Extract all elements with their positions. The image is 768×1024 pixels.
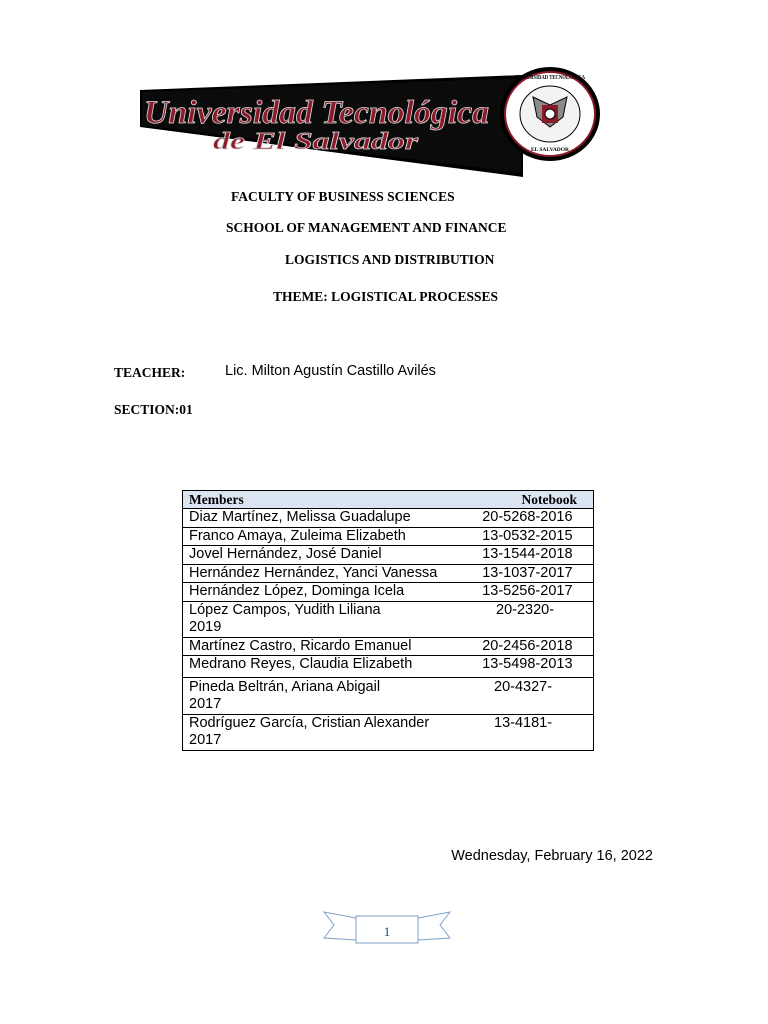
member-notebook: 13-5256-2017 xyxy=(482,583,593,602)
member-name: Franco Amaya, Zuleima Elizabeth xyxy=(183,527,483,546)
section-label: SECTION:01 xyxy=(114,402,193,417)
member-notebook: 13-4181- xyxy=(494,714,553,731)
faculty-heading: FACULTY OF BUSINESS SCIENCES xyxy=(231,189,455,204)
table-row xyxy=(183,583,594,602)
member-notebook-year: 2017 xyxy=(189,732,222,748)
members-table xyxy=(182,490,594,751)
member-entry-wrapped xyxy=(183,714,594,750)
member-notebook: 13-0532-2015 xyxy=(482,527,593,546)
university-seal xyxy=(500,67,612,161)
member-entry-wrapped xyxy=(183,677,594,714)
member-notebook: 20-2320- xyxy=(496,601,555,618)
member-notebook: 20-4327- xyxy=(494,678,553,695)
member-name: Rodríguez García, Cristian Alexander xyxy=(189,714,430,731)
member-notebook: 13-5498-2013 xyxy=(482,656,593,678)
seal-text-bottom: EL SALVADOR xyxy=(530,147,570,153)
page-number: 1 xyxy=(383,924,391,939)
teacher-name: Lic. Milton Agustín Castillo Avilés xyxy=(225,363,436,379)
member-notebook: 13-1037-2017 xyxy=(482,564,593,583)
member-notebook: 13-1544-2018 xyxy=(482,546,593,565)
member-notebook: 20-2456-2018 xyxy=(482,637,593,656)
member-notebook-year: 2017 xyxy=(189,696,222,712)
seal-text-top: UNIVERSIDAD TECNOLÓGICA xyxy=(515,74,612,81)
table-row xyxy=(183,527,594,546)
table-row xyxy=(183,677,594,714)
university-logo xyxy=(138,65,612,195)
member-name: Diaz Martínez, Melissa Guadalupe xyxy=(183,509,483,528)
notebook-column-header: Notebook xyxy=(482,491,593,509)
member-name: Martínez Castro, Ricardo Emanuel xyxy=(183,637,483,656)
teacher-label: TEACHER: xyxy=(114,365,186,380)
table-row xyxy=(183,637,594,656)
logo-text-line1: Universidad Tecnológica xyxy=(144,95,489,131)
table-row xyxy=(183,714,594,750)
course-heading: LOGISTICS AND DISTRIBUTION xyxy=(285,252,495,267)
logo-text-line2: de El Salvador xyxy=(213,129,419,155)
table-row xyxy=(183,564,594,583)
table-row xyxy=(183,656,594,678)
member-entry-wrapped xyxy=(183,601,594,637)
members-column-header: Members xyxy=(183,491,483,509)
member-name: Hernández Hernández, Yanci Vanessa xyxy=(183,564,483,583)
theme-heading: THEME: LOGISTICAL PROCESSES xyxy=(273,289,499,304)
page-number-ribbon xyxy=(322,908,452,948)
member-notebook: 20-5268-2016 xyxy=(482,509,593,528)
member-name: Pineda Beltrán, Ariana Abigail xyxy=(189,678,381,695)
table-header-row xyxy=(183,491,594,509)
table-row xyxy=(183,601,594,637)
table-row xyxy=(183,509,594,528)
table-row xyxy=(183,546,594,565)
member-name: Hernández López, Dominga Icela xyxy=(183,583,483,602)
member-notebook-year: 2019 xyxy=(189,619,222,635)
member-name: López Campos, Yudith Liliana xyxy=(189,601,381,618)
school-heading: SCHOOL OF MANAGEMENT AND FINANCE xyxy=(226,220,507,235)
member-name: Medrano Reyes, Claudia Elizabeth xyxy=(183,656,483,678)
document-date: Wednesday, February 16, 2022 xyxy=(451,848,653,864)
member-name: Jovel Hernández, José Daniel xyxy=(183,546,483,565)
